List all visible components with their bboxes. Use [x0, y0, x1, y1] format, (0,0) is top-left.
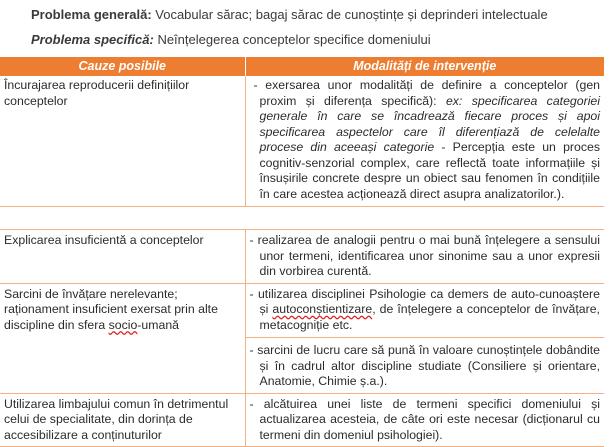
intervention-cell [245, 76, 604, 207]
intervention-example: ex: specificarea categoriei generale în care se încadrează fiecare proces și apoi specificarea aspectelor care îl diferențiază de celelalte procese din aceeași categorie [259, 93, 600, 154]
intervention-cell [245, 283, 604, 393]
general-problem-label: Problema generală: [31, 7, 152, 22]
intervention-text-part: - utilizarea disciplinei Psihologie ca demers de auto-cunoaștere și [249, 286, 600, 316]
specific-problem [31, 32, 431, 47]
interventions-table-top [0, 57, 604, 207]
intervention-cell [245, 393, 604, 447]
intervention-text: - alcătuirea unei liste de termeni specifici domeniului și actualizarea acesteia, de câte ori este necesar (dicționarul cu termeni din domeniul psihologiei). [249, 396, 600, 442]
intervention-text-part: - exersarea unor modalități de definire a conceptelor (gen proxim și diferența specifică): [253, 78, 600, 108]
cause-cell: Explicarea insuficientă a conceptelor [0, 230, 245, 284]
intervention-text-part: autoconștientizare [272, 302, 373, 316]
table-row [0, 76, 604, 207]
intervention-text-part: - Percepția este un proces cognitiv-senzorial complex, care reflectă toate informațiile și însușirile concrete despre un obiect sau fenomen în condițiile în care acestea acționează direct asupra analizatorilor.). [259, 140, 600, 201]
table-header-row [0, 57, 604, 76]
table-row [0, 230, 604, 284]
general-problem-text: Vocabular sărac; bagaj sărac de cunoștințe și deprinderi intelectuale [151, 7, 548, 22]
header-causes: Cauze posibile [0, 57, 245, 76]
intervention-text [250, 78, 601, 202]
interventions-table-bottom [0, 229, 604, 447]
intervention-text: - sarcini de lucru care să pună în valoare cunoștințele dobândite și în cadrul altor discipline studiate (Consiliere și orientare, Anatomie, Chimie ș.a.). [249, 343, 600, 388]
cause-cell: Utilizarea limbajului comun în detrimentul celui de specialitate, din dorința de accesibilizare a conținuturilor [0, 393, 245, 447]
specific-problem-text: Neînțelegerea conceptelor specifice domeniului [153, 32, 431, 47]
intervention-text-part: , de înțelegere a conceptelor de învățare, metacogniție etc. [259, 302, 600, 332]
intervention-text [250, 287, 601, 334]
intervention-cell [245, 230, 604, 284]
cause-cell [0, 283, 245, 393]
cause-text-part: Sarcini de învățare nerelevante; raționament insuficient exersat prin alte discipline din sfera [4, 286, 218, 332]
general-problem [31, 7, 548, 22]
table-row [0, 393, 604, 447]
intervention-subcell [246, 337, 605, 390]
cause-cell: Încurajarea reproducerii definițiilor conceptelor [0, 76, 245, 207]
cause-text-part: socio [108, 317, 138, 332]
cause-text-part: -umană [137, 317, 179, 332]
header-interventions: Modalități de intervenție [245, 57, 604, 76]
intervention-text: - realizarea de analogii pentru o mai bună înțelegere a sensului unor termeni, identificarea unor sinonime sau a unor expresii din vorbirea curentă. [249, 233, 600, 278]
table-row [0, 283, 604, 393]
specific-problem-label: Problema specifică: [31, 32, 154, 47]
